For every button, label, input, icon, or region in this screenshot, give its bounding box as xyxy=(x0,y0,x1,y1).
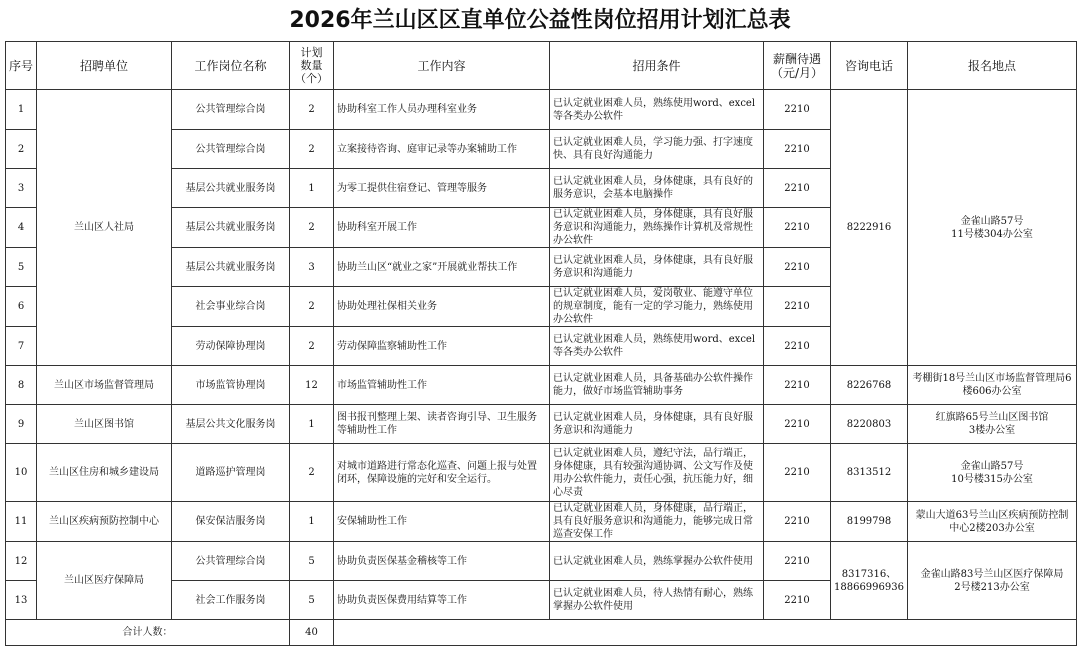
cell-salary: 2210 xyxy=(764,405,831,444)
cell-seq: 7 xyxy=(6,327,37,366)
header-count: 计划 数量 （个） xyxy=(290,42,334,90)
cell-salary: 2210 xyxy=(764,502,831,542)
table-row xyxy=(6,405,1077,444)
cell-count: 5 xyxy=(290,542,334,581)
cell-location: 金雀山路83号兰山区医疗保障局 2号楼213办公室 xyxy=(908,542,1077,620)
cell-phone: 8222916 xyxy=(831,90,908,366)
cell-post: 基层公共文化服务岗 xyxy=(172,405,290,444)
total-label: 合计人数： xyxy=(6,620,290,646)
cell-content: 劳动保障监察辅助性工作 xyxy=(334,327,550,366)
header-content: 工作内容 xyxy=(334,42,550,90)
cell-unit: 兰山区医疗保障局 xyxy=(37,542,172,620)
table-row xyxy=(6,542,1077,581)
cell-salary: 2210 xyxy=(764,169,831,208)
cell-count: 1 xyxy=(290,169,334,208)
cell-count: 12 xyxy=(290,366,334,405)
cell-conditions: 已认定就业困难人员，待人热情有耐心，熟练掌握办公软件使用 xyxy=(550,581,764,620)
cell-post: 市场监管协理岗 xyxy=(172,366,290,405)
cell-post: 基层公共就业服务岗 xyxy=(172,208,290,248)
cell-unit: 兰山区住房和城乡建设局 xyxy=(37,444,172,502)
cell-conditions: 已认定就业困难人员，熟练使用word、excel等各类办公软件 xyxy=(550,327,764,366)
cell-phone: 8313512 xyxy=(831,444,908,502)
cell-count: 2 xyxy=(290,208,334,248)
cell-seq: 3 xyxy=(6,169,37,208)
cell-salary: 2210 xyxy=(764,90,831,130)
table-header-row xyxy=(6,42,1077,90)
cell-conditions: 已认定就业困难人员，熟练掌握办公软件使用 xyxy=(550,542,764,581)
cell-salary: 2210 xyxy=(764,248,831,287)
cell-content: 立案接待咨询、庭审记录等办案辅助工作 xyxy=(334,130,550,169)
cell-post: 劳动保障协理岗 xyxy=(172,327,290,366)
cell-phone: 8199798 xyxy=(831,502,908,542)
cell-seq: 6 xyxy=(6,287,37,327)
table-row xyxy=(6,366,1077,405)
cell-count: 2 xyxy=(290,287,334,327)
header-location: 报名地点 xyxy=(908,42,1077,90)
cell-post: 公共管理综合岗 xyxy=(172,130,290,169)
cell-content: 安保辅助性工作 xyxy=(334,502,550,542)
cell-conditions: 已认定就业困难人员，身体健康，具有良好服务意识和沟通能力 xyxy=(550,405,764,444)
cell-salary: 2210 xyxy=(764,208,831,248)
cell-content: 协助处理社保相关业务 xyxy=(334,287,550,327)
cell-content: 协助负责医保费用结算等工作 xyxy=(334,581,550,620)
cell-conditions: 已认定就业困难人员，身体健康，具有良好的服务意识，会基本电脑操作 xyxy=(550,169,764,208)
cell-content: 协助兰山区“就业之家”开展就业帮扶工作 xyxy=(334,248,550,287)
cell-salary: 2210 xyxy=(764,581,831,620)
table-row xyxy=(6,90,1077,130)
cell-content: 对城市道路进行常态化巡查、问题上报与处置闭环，保障设施的完好和安全运行。 xyxy=(334,444,550,502)
cell-seq: 13 xyxy=(6,581,37,620)
cell-seq: 2 xyxy=(6,130,37,169)
cell-seq: 5 xyxy=(6,248,37,287)
cell-count: 2 xyxy=(290,130,334,169)
cell-salary: 2210 xyxy=(764,444,831,502)
recruitment-table xyxy=(5,41,1077,646)
cell-conditions: 已认定就业困难人员，爱岗敬业、能遵守单位的规章制度，能有一定的学习能力，熟练使用办公软件 xyxy=(550,287,764,327)
cell-post: 公共管理综合岗 xyxy=(172,90,290,130)
cell-phone: 8220803 xyxy=(831,405,908,444)
cell-conditions: 已认定就业困难人员，身体健康，具有良好服务意识和沟通能力 xyxy=(550,248,764,287)
cell-count: 2 xyxy=(290,327,334,366)
header-seq: 序号 xyxy=(6,42,37,90)
header-post: 工作岗位名称 xyxy=(172,42,290,90)
cell-seq: 12 xyxy=(6,542,37,581)
cell-location: 考棚街18号兰山区市场监督管理局6楼606办公室 xyxy=(908,366,1077,405)
cell-seq: 9 xyxy=(6,405,37,444)
header-unit: 招聘单位 xyxy=(37,42,172,90)
cell-post: 道路巡护管理岗 xyxy=(172,444,290,502)
cell-seq: 8 xyxy=(6,366,37,405)
cell-content: 为零工提供住宿登记、管理等服务 xyxy=(334,169,550,208)
cell-phone: 8226768 xyxy=(831,366,908,405)
page-title: 2026年兰山区区直单位公益性岗位招用计划汇总表 xyxy=(289,8,791,33)
cell-count: 2 xyxy=(290,444,334,502)
cell-salary: 2210 xyxy=(764,542,831,581)
cell-salary: 2210 xyxy=(764,287,831,327)
cell-seq: 11 xyxy=(6,502,37,542)
cell-conditions: 已认定就业困难人员，学习能力强、打字速度快、具有良好沟通能力 xyxy=(550,130,764,169)
cell-unit: 兰山区人社局 xyxy=(37,90,172,366)
header-phone: 咨询电话 xyxy=(831,42,908,90)
cell-post: 公共管理综合岗 xyxy=(172,542,290,581)
cell-conditions: 已认定就业困难人员，遵纪守法，品行端正，身体健康，具有较强沟通协调、公文写作及使用办公软件能力，责任心强，抗压能力好，细心尽责 xyxy=(550,444,764,502)
cell-count: 1 xyxy=(290,405,334,444)
cell-salary: 2210 xyxy=(764,327,831,366)
cell-post: 基层公共就业服务岗 xyxy=(172,248,290,287)
cell-post: 基层公共就业服务岗 xyxy=(172,169,290,208)
cell-seq: 1 xyxy=(6,90,37,130)
cell-content: 协助负责医保基金稽核等工作 xyxy=(334,542,550,581)
cell-unit: 兰山区疾病预防控制中心 xyxy=(37,502,172,542)
cell-phone: 8317316、 18866996936 xyxy=(831,542,908,620)
cell-count: 2 xyxy=(290,90,334,130)
header-salary: 薪酬待遇 （元/月） xyxy=(764,42,831,90)
cell-post: 保安保洁服务岗 xyxy=(172,502,290,542)
cell-salary: 2210 xyxy=(764,366,831,405)
cell-post: 社会工作服务岗 xyxy=(172,581,290,620)
cell-location: 红旗路65号兰山区图书馆 3楼办公室 xyxy=(908,405,1077,444)
cell-unit: 兰山区图书馆 xyxy=(37,405,172,444)
header-conditions: 招用条件 xyxy=(550,42,764,90)
cell-content: 协助科室开展工作 xyxy=(334,208,550,248)
total-value: 40 xyxy=(290,620,334,646)
cell-count: 3 xyxy=(290,248,334,287)
cell-count: 1 xyxy=(290,502,334,542)
cell-conditions: 已认定就业困难人员，身体健康，具有良好服务意识和沟通能力，熟练操作计算机及常规性办公软件 xyxy=(550,208,764,248)
table-row xyxy=(6,444,1077,502)
total-row xyxy=(6,620,1077,646)
cell-seq: 4 xyxy=(6,208,37,248)
cell-location: 金雀山路57号 11号楼304办公室 xyxy=(908,90,1077,366)
cell-seq: 10 xyxy=(6,444,37,502)
table-row xyxy=(6,502,1077,542)
cell-content: 市场监管辅助性工作 xyxy=(334,366,550,405)
cell-location: 金雀山路57号 10号楼315办公室 xyxy=(908,444,1077,502)
total-blank xyxy=(334,620,1077,646)
cell-unit: 兰山区市场监督管理局 xyxy=(37,366,172,405)
cell-conditions: 已认定就业困难人员，具备基础办公软件操作能力，做好市场监管辅助事务 xyxy=(550,366,764,405)
cell-conditions: 已认定就业困难人员，身体健康，品行端正，具有良好服务意识和沟通能力，能够完成日常巡查安保工作 xyxy=(550,502,764,542)
cell-location: 蒙山大道63号兰山区疾病预防控制中心2楼203办公室 xyxy=(908,502,1077,542)
cell-content: 图书报刊整理上架、读者咨询引导、卫生服务等辅助性工作 xyxy=(334,405,550,444)
cell-conditions: 已认定就业困难人员，熟练使用word、excel等各类办公软件 xyxy=(550,90,764,130)
cell-post: 社会事业综合岗 xyxy=(172,287,290,327)
cell-count: 5 xyxy=(290,581,334,620)
cell-salary: 2210 xyxy=(764,130,831,169)
cell-content: 协助科室工作人员办理科室业务 xyxy=(334,90,550,130)
